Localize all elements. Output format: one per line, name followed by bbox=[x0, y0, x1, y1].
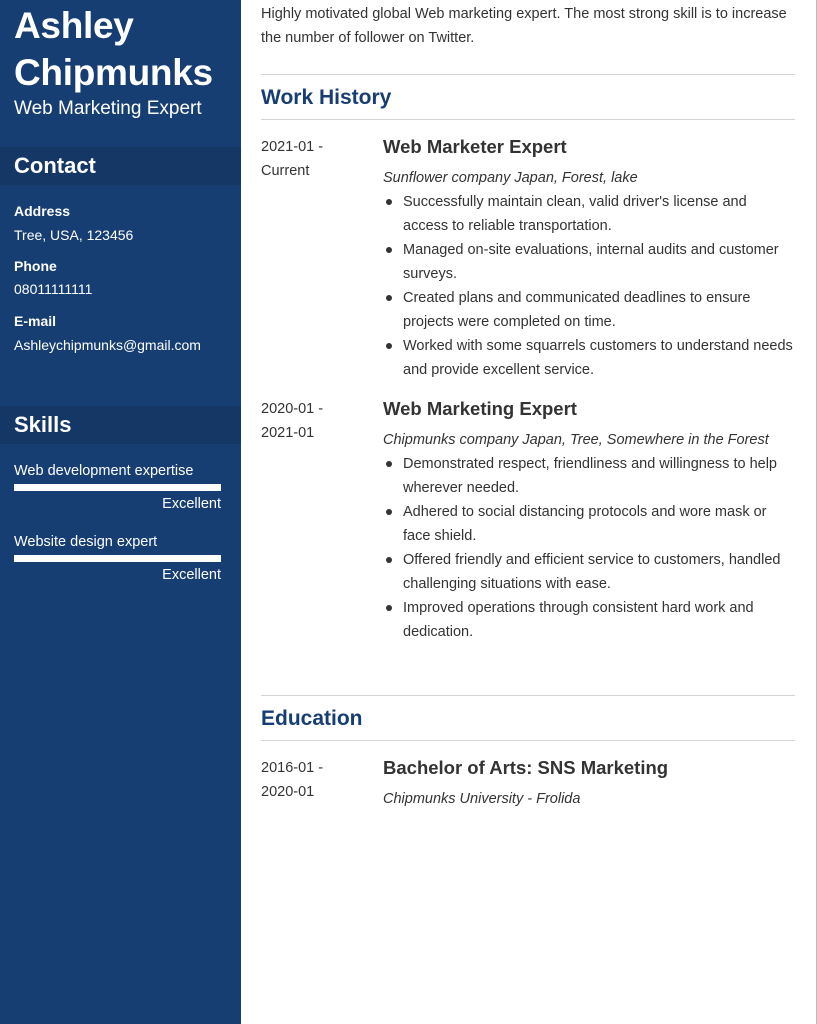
phone-value: 08011111111 bbox=[14, 281, 93, 297]
address-label: Address bbox=[14, 203, 71, 219]
list-item bbox=[383, 548, 795, 596]
job-company: Chipmunks company Japan, Tree, Somewhere in the Forest bbox=[383, 432, 769, 448]
list-item bbox=[383, 286, 795, 334]
skill-bar-fill bbox=[14, 555, 221, 562]
email-value[interactable]: Ashleychipmunks@gmail.com bbox=[14, 337, 201, 353]
last-name: Chipmunks bbox=[14, 52, 213, 93]
bullet-text: Managed on-site evaluations, internal audits and customer surveys. bbox=[403, 242, 779, 282]
job-date-end: Current bbox=[261, 163, 310, 179]
work-history-heading: Work History bbox=[261, 86, 392, 109]
bullet-icon bbox=[386, 199, 392, 205]
list-item bbox=[383, 238, 795, 286]
bullet-icon bbox=[386, 295, 392, 301]
education-dates bbox=[261, 756, 371, 804]
section-divider bbox=[261, 740, 795, 741]
bullet-text: Worked with some squarrels customers to understand needs and provide excellent service. bbox=[403, 338, 793, 378]
bullet-icon bbox=[386, 509, 392, 515]
skills-heading: Skills bbox=[0, 406, 241, 444]
email-label: E-mail bbox=[14, 313, 57, 329]
contact-heading: Contact bbox=[0, 147, 241, 185]
job-title: Web Marketing Expert bbox=[14, 98, 202, 119]
list-item bbox=[383, 334, 795, 382]
list-item bbox=[383, 596, 795, 644]
education-date-end: 2020-01 bbox=[261, 784, 315, 800]
list-item bbox=[383, 500, 795, 548]
job-company: Sunflower company Japan, Forest, lake bbox=[383, 170, 638, 186]
skill-level: Excellent bbox=[162, 567, 221, 583]
skill-name: Web development expertise bbox=[14, 463, 194, 479]
bullet-text: Created plans and communicated deadlines to ensure projects were completed on time. bbox=[403, 290, 751, 330]
professional-summary: Highly motivated global Web marketing expert. The most strong skill is to increase the number of follower on Twitter. bbox=[261, 6, 787, 46]
bullet-icon bbox=[386, 605, 392, 611]
education-school: Chipmunks University - Frolida bbox=[383, 791, 581, 807]
skill-item bbox=[14, 532, 221, 585]
education-degree: Bachelor of Arts: SNS Marketing bbox=[383, 757, 669, 778]
section-divider bbox=[261, 74, 795, 75]
bullet-text: Improved operations through consistent hard work and dedication. bbox=[403, 600, 754, 640]
job-date-start: 2020-01 - bbox=[261, 401, 324, 417]
skill-level: Excellent bbox=[162, 496, 221, 512]
section-divider bbox=[261, 695, 795, 696]
job-date-end: 2021-01 bbox=[261, 425, 315, 441]
phone-label: Phone bbox=[14, 258, 57, 274]
job-bullets bbox=[383, 452, 795, 644]
job-dates bbox=[261, 397, 371, 445]
skill-bar bbox=[14, 555, 221, 562]
bullet-icon bbox=[386, 343, 392, 349]
education-date-start: 2016-01 - bbox=[261, 760, 324, 776]
address-value: Tree, USA, 123456 bbox=[14, 227, 134, 243]
bullet-text: Adhered to social distancing protocols and wore mask or face shield. bbox=[403, 504, 767, 544]
skill-item bbox=[14, 461, 221, 514]
skill-name: Website design expert bbox=[14, 534, 158, 550]
section-divider bbox=[261, 119, 795, 120]
candidate-name bbox=[14, 2, 236, 96]
bullet-icon bbox=[386, 247, 392, 253]
job-title-text: Web Marketing Expert bbox=[383, 398, 577, 419]
education-entry bbox=[383, 756, 795, 811]
list-item bbox=[383, 452, 795, 500]
sidebar bbox=[0, 0, 241, 1024]
skill-bar-fill bbox=[14, 484, 221, 491]
bullet-text: Offered friendly and efficient service to customers, handled challenging situations with ease. bbox=[403, 552, 781, 592]
list-item bbox=[383, 190, 795, 238]
job-dates bbox=[261, 135, 371, 183]
job-bullets bbox=[383, 190, 795, 382]
job-entry bbox=[383, 135, 795, 382]
bullet-icon bbox=[386, 461, 392, 467]
job-title-text: Web Marketer Expert bbox=[383, 136, 567, 157]
skill-bar bbox=[14, 484, 221, 491]
bullet-text: Successfully maintain clean, valid driver's license and access to reliable transportation. bbox=[403, 194, 747, 234]
education-heading: Education bbox=[261, 707, 363, 730]
job-date-start: 2021-01 - bbox=[261, 139, 324, 155]
bullet-icon bbox=[386, 557, 392, 563]
bullet-text: Demonstrated respect, friendliness and willingness to help wherever needed. bbox=[403, 456, 777, 496]
job-entry bbox=[383, 397, 795, 644]
first-name: Ashley bbox=[14, 5, 134, 46]
